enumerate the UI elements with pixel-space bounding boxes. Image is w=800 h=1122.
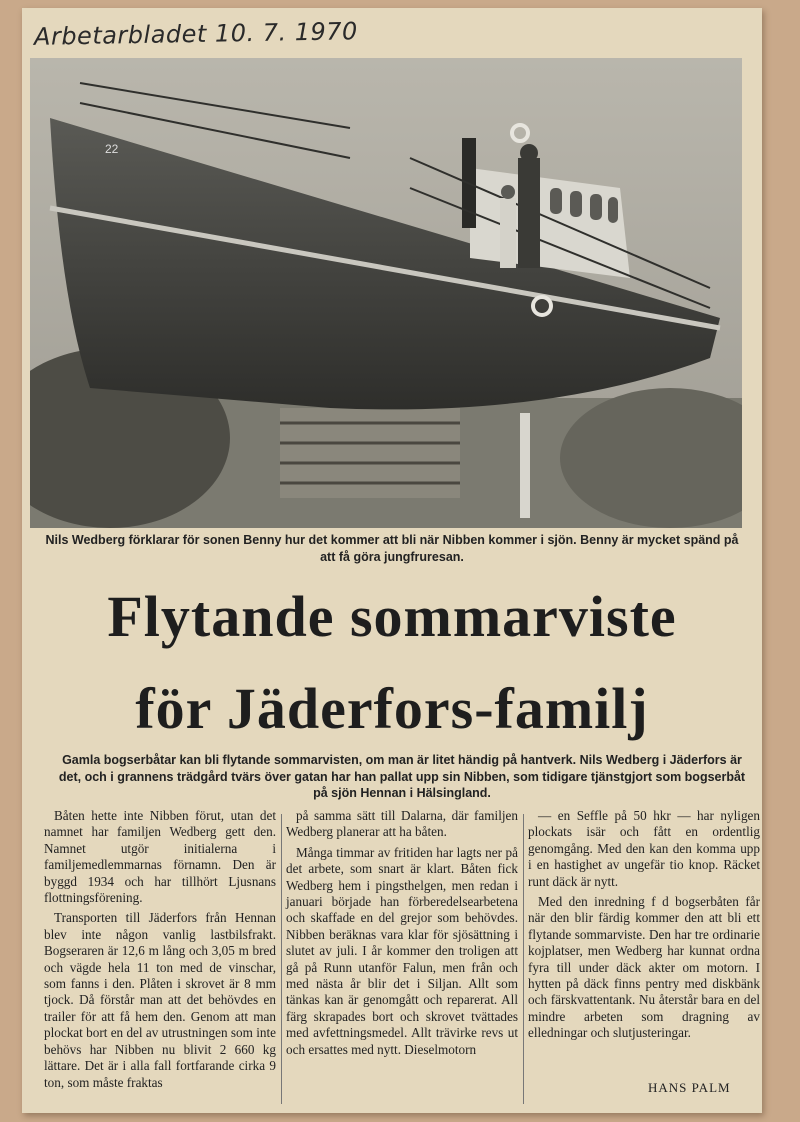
paragraph: på samma sätt till Dalarna, där familjen Wedberg planerar att ha båten.: [286, 808, 518, 840]
hull-number: 22: [105, 142, 119, 156]
headline-line-1: Flytande sommarviste: [107, 584, 677, 649]
paragraph: Med den inredning f d bogserbåten får när den blir färdig kommer den att bli ett flytande sommarviste. Den har tre ordinarie kojplatser, men Wedberg har kunnat ordna fyra till under däck akter om motorn. I hytten på däck finns pentry med diskbänk och färskvattentank. Nu återstår bara en del mindre arbeten som dragning av elledningar och slutjusteringar.: [528, 894, 760, 1041]
article-column-2: [286, 808, 518, 1091]
paragraph: Många timmar av fritiden har lagts ner på det arbete, som snart är klart. Båten fick Wedberg hem i pingsthelgen, men redan i januari började han förberedelsearbetena och skaffade en del grejor som behövdes. Nibben beräknas vara klar för sjösättning i slutet av juli. I år kommer den troligen att gå på Runn utanför Falun, men från och med nästa år blir det i Siljan. Allt som tänkas kan är genomgått och reparerat. All färg skrapades bort och skrovet tvättades med avfettningsmedel. Allt trävirke revs ut och ersattes med nytt. Dieselmotorn: [286, 844, 518, 1057]
article-column-1: [44, 808, 276, 1091]
newspaper-clipping: [22, 8, 762, 1113]
headline-line-2: för Jäderfors-familj: [135, 676, 649, 741]
photo-caption: Nils Wedberg förklarar för sonen Benny hur det kommer att bli när Nibben kommer i sjön. Benny är mycket spänd på att få göra jungfruresan.: [45, 533, 739, 564]
paragraph: Båten hette inte Nibben förut, utan det namnet har familjen Wedberg gett den. Namnet utgör initialerna i familjemedlemmarnas förnamn. Den är byggd 1934 och har tillhört Ljusnans flottningsförening.: [44, 808, 276, 906]
byline: HANS PALM: [648, 1080, 731, 1095]
handwritten-date-note: Arbetarbladet 10. 7. 1970: [33, 17, 359, 51]
article-columns: [44, 808, 762, 1091]
column-divider: [523, 814, 524, 1104]
lead-paragraph: Gamla bogserbåtar kan bli flytande sommarvisten, om man är litet händig på hantverk. Nils Wedberg i Jäderfors är det, och i grannens trädgård tvärs över gatan har han pallat upp sin Nibben, som tidigare tjänstgjort som bogserbåt på sjön Hennan i Hälsingland.: [58, 753, 746, 800]
column-divider: [281, 814, 282, 1104]
article-column-3: [528, 808, 760, 1091]
paragraph: Transporten till Jäderfors från Hennan blev inte någon vanlig lastbilsfrakt. Bogseraren är 12,6 m lång och 3,05 m bred och vägde hela 11 ton med de vinschar, som fanns i den. Plåten i skrovet är 8 mm tjock. Då förstår man att det behövdes en trailer för att få hem den. Genom att man plockat bort en del av utrustningen som inte behövs har Nibben nu blivit 2 660 kg lättare. Det är i alla fall fortfarande cirka 9 ton, som måste fraktas: [44, 910, 276, 1090]
paragraph: — en Seffle på 50 hkr — har nyligen plockats isär och fått en ordentlig genomgång. Med den kan den komma upp i en hastighet av ungefär tio knop. Räcket runt däck är nytt.: [528, 808, 760, 889]
boat-photo: [30, 58, 742, 528]
